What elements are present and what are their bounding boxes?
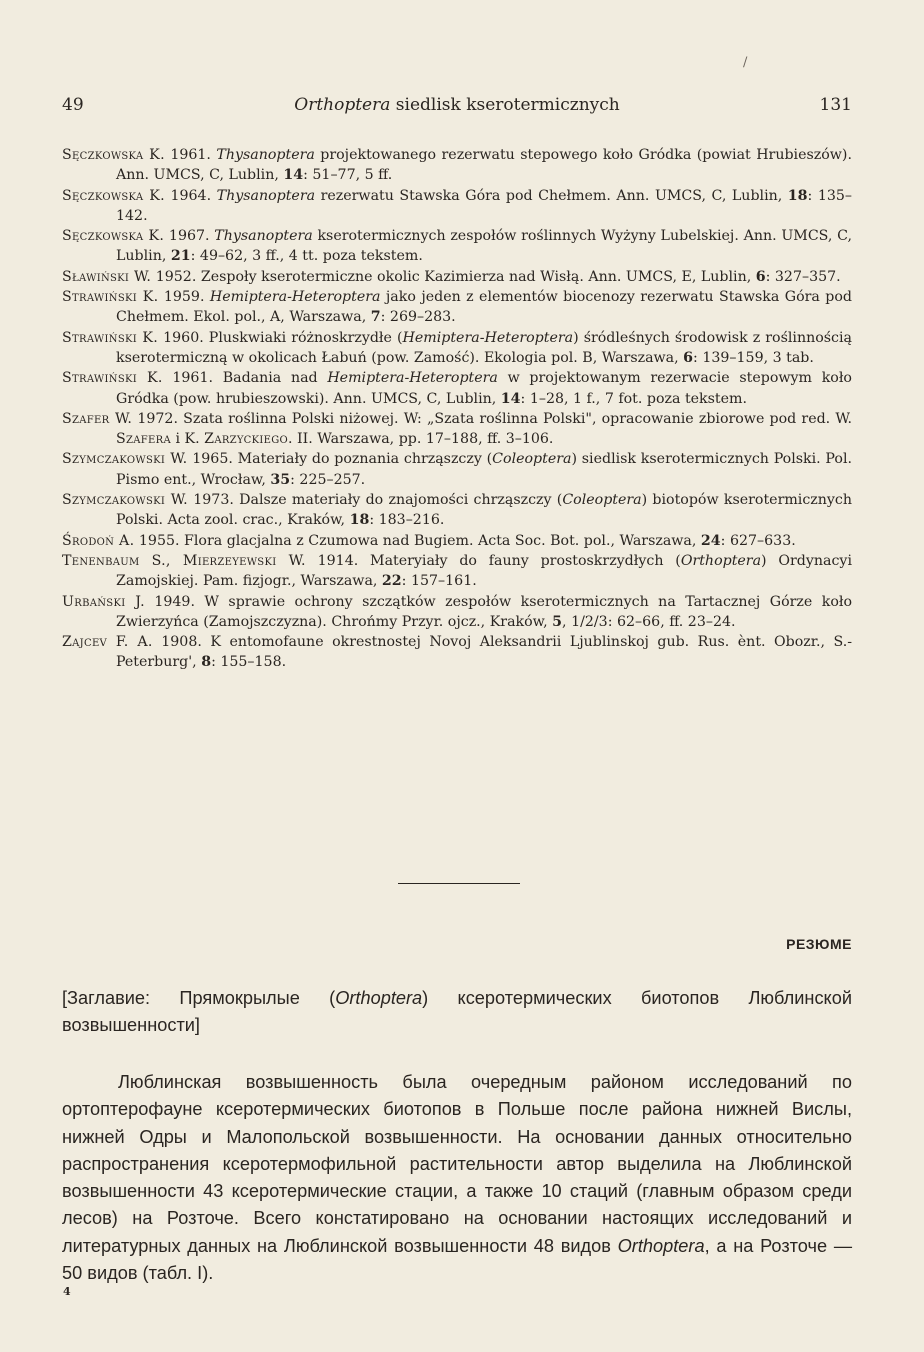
reference-entry [62, 226, 852, 267]
reference-text: Szafera [116, 431, 171, 448]
reference-author: Sęczkowska K. [62, 187, 165, 204]
reference-italic-text: Coleoptera [492, 451, 572, 468]
resume-heading: РЕЗЮМЕ [786, 936, 852, 952]
reference-text: : 1–28, 1 f., 7 fot. poza tekstem. [520, 390, 747, 407]
reference-volume: 21 [170, 248, 191, 265]
reference-author: Tenenbaum S., Mierzeyewski W. [62, 552, 306, 569]
running-title-italic: Orthoptera [294, 95, 391, 115]
reference-entry [62, 551, 852, 592]
reference-italic-text: Orthoptera [680, 552, 762, 569]
reference-author: Szymczakowski W. [62, 451, 188, 468]
resume-title-italic: Orthoptera [335, 988, 423, 1008]
reference-text: : 183–216. [369, 512, 445, 529]
reference-author: Szafer W. [62, 410, 133, 427]
margin-mark: / [743, 55, 748, 70]
reference-text: 1965. Materiały do poznania chrząszczy ( [187, 451, 493, 468]
reference-text: : 49–62, 3 ff., 4 tt. poza tekstem. [190, 248, 423, 265]
reference-text: 1967. [164, 228, 215, 245]
running-title-rest: siedlisk kserotermicznych [390, 95, 620, 115]
reference-text: 1960. Pluskwiaki różnoskrzydłe ( [158, 329, 403, 346]
reference-text: : 269–283. [380, 309, 456, 326]
reference-text: : 135–142. [116, 187, 852, 224]
abstract-text-italic: Orthoptera [617, 1235, 705, 1256]
reference-text: w projektowanym rezerwacie stepowym koło Gródka (pow. hrubieszowski). Ann. UMCS, C, Lublin, [116, 370, 852, 407]
reference-author: Sęczkowska K. [62, 147, 165, 163]
reference-italic-text: Hemiptera-Heteroptera [209, 289, 381, 306]
reference-entry [62, 145, 852, 186]
reference-text: : 157–161. [401, 573, 477, 590]
reference-text: 1955. Flora glacjalna z Czumowa nad Bugiem. Acta Soc. Bot. pol., Warszawa, [134, 532, 701, 549]
reference-author: Sęczkowska K. [62, 228, 165, 245]
reference-text: 1972. Szata roślinna Polski niżowej. W: „Szata roślinna Polski", opracowanie zbiorowe pod red. W. [132, 410, 852, 427]
reference-author: Strawiński K. [62, 329, 159, 346]
reference-volume: 18 [349, 512, 370, 529]
page-number-left: 49 [62, 95, 84, 115]
reference-text: ) śródleśnych środowisk z roślinnością kserotermiczną w okolicach Łabuń (pow. Zamość). Ekologia pol. B, Warszawa, [116, 329, 852, 366]
reference-text: jako jeden z elementów biocenozy rezerwatu Stawska Góra pod Chełmem. Ekol. pol., A, Warszawa, [116, 289, 852, 326]
reference-entry [62, 449, 852, 490]
reference-text: 1952. Zespoły kserotermiczne okolic Kazimierza nad Wisłą. Ann. UMCS, E, Lublin, [151, 268, 756, 285]
reference-text: , 1/2/3: 62–66, ff. 23–24. [562, 613, 736, 630]
reference-entry [62, 287, 852, 328]
reference-italic-text: Coleoptera [562, 492, 642, 509]
reference-text: 1961. Badania nad [162, 370, 328, 387]
reference-italic-text: Hemiptera-Heteroptera [327, 370, 498, 387]
reference-author: Strawiński K. [62, 289, 159, 306]
reference-entry [62, 267, 852, 287]
reference-text: ) siedlisk kserotermicznych Polski. Pol. Pismo ent., Wrocław, [116, 451, 852, 488]
reference-volume: 24 [700, 532, 721, 549]
reference-text: 1908. K entomofaune okrestnostej Novoj Aleksandrii Ljublinskoj gub. Rus. ènt. Obozr., S.-Peterburg', [116, 634, 853, 671]
abstract-text-post: , а на Розточе — 50 видов (табл. I). [62, 1235, 853, 1284]
reference-entry [62, 186, 852, 227]
reference-author: Sławiński W. [62, 268, 152, 285]
reference-entry [62, 328, 852, 369]
reference-list [62, 145, 852, 673]
reference-text: : 225–257. [290, 471, 366, 488]
reference-entry [62, 592, 852, 633]
reference-text: ) biotopów kserotermicznych Polski. Acta zool. crac., Kraków, [116, 492, 852, 529]
resume-title-block [62, 985, 852, 1039]
reference-volume: 8 [201, 654, 212, 671]
reference-entry [62, 632, 852, 673]
reference-entry [62, 409, 852, 450]
reference-text: : 139–159, 3 tab. [693, 349, 814, 366]
reference-text: 1964. [164, 187, 217, 204]
reference-author: Zajcev F. A. [62, 634, 153, 651]
reference-text: 1949. W sprawie ochrony szczątków zespołów kserotermicznych na Tartacznej Górze koło Zwierzyńca (Zamojszczyzna). Chrońmy Przyr. ojcz., Kraków, [116, 593, 852, 630]
reference-volume: 7 [370, 309, 381, 326]
reference-text: ) Ordynacyi Zamojskiej. Pam. fizjogr., Warszawa, [116, 552, 852, 590]
reference-italic-text: Thysanoptera [214, 228, 313, 245]
reference-author: Strawiński K. [62, 370, 163, 387]
reference-text: 1959. [158, 289, 210, 306]
reference-text: 1973. Dalsze materiały do znajomości chrząszczy ( [187, 492, 563, 509]
reference-author: Środoń A. [62, 532, 135, 549]
reference-text: projektowanego rezerwatu stepowego koło Gródka (powiat Hrubieszów). Ann. UMCS, C, Lublin, [116, 147, 852, 184]
reference-text: i K. [170, 431, 205, 448]
resume-title-pre: [Заглавие: Прямокрылые ( [62, 988, 336, 1008]
running-header [62, 95, 852, 119]
reference-text: 1914. Materyiały do fauny prostoskrzydłych ( [305, 552, 681, 569]
reference-italic-text: Thysanoptera [216, 187, 316, 204]
reference-text: rezerwatu Stawska Góra pod Chełmem. Ann. UMCS, C, Lublin, [315, 187, 788, 204]
reference-volume: 5 [552, 613, 563, 630]
reference-volume: 18 [787, 187, 808, 204]
abstract-text-pre: Люблинская возвышенность была очередным районом исследований по ортоптерофауне ксеротермических биотопов в Польше после района нижней Вислы, нижней Одры и Малопольской возвышенности. На основании данных относительно распространения ксеротермофильной растительности автор выделила на Люблинской возвышенности 43 ксеротермические стации, а также 10 стаций (главным образом среди лесов) на Розточе. Всего констатировано на основании настоящих исследований и литературных данных на Люблинской возвышенности 48 видов [62, 1072, 852, 1256]
reference-text: : 327–357. [765, 268, 841, 285]
reference-text: . II. Warszawa, pp. 17–188, ff. 3–106. [288, 431, 554, 448]
section-divider [398, 883, 520, 884]
reference-text: 1961. [164, 147, 217, 163]
reference-volume: 22 [381, 573, 402, 590]
reference-author: Szymczakowski W. [62, 492, 188, 509]
resume-title-post: ) ксеротермических биотопов Люблинской возвышенности] [62, 988, 852, 1035]
reference-volume: 6 [755, 268, 766, 285]
running-title [62, 95, 852, 115]
reference-entry [62, 368, 852, 409]
reference-volume: 6 [683, 349, 694, 366]
reference-author: Urbański J. [62, 593, 145, 610]
reference-text: : 155–158. [211, 654, 287, 671]
reference-entry [62, 490, 852, 531]
reference-text: kserotermicznych zespołów roślinnych Wyżyny Lubelskiej. Ann. UMCS, C, Lublin, [116, 228, 852, 265]
reference-volume: 35 [270, 471, 291, 488]
reference-text: Zarzyckiego [204, 431, 289, 448]
reference-volume: 14 [283, 167, 304, 184]
reference-italic-text: Hemiptera-Heteroptera [402, 329, 574, 346]
reference-volume: 14 [500, 390, 521, 407]
resume-abstract [62, 1069, 852, 1287]
reference-italic-text: Thysanoptera [216, 147, 315, 163]
reference-entry [62, 531, 852, 551]
signature-number: 4 [63, 1285, 71, 1298]
reference-text: : 627–633. [720, 532, 796, 549]
page-number-right: 131 [819, 95, 852, 115]
reference-text: : 51–77, 5 ff. [303, 167, 393, 184]
